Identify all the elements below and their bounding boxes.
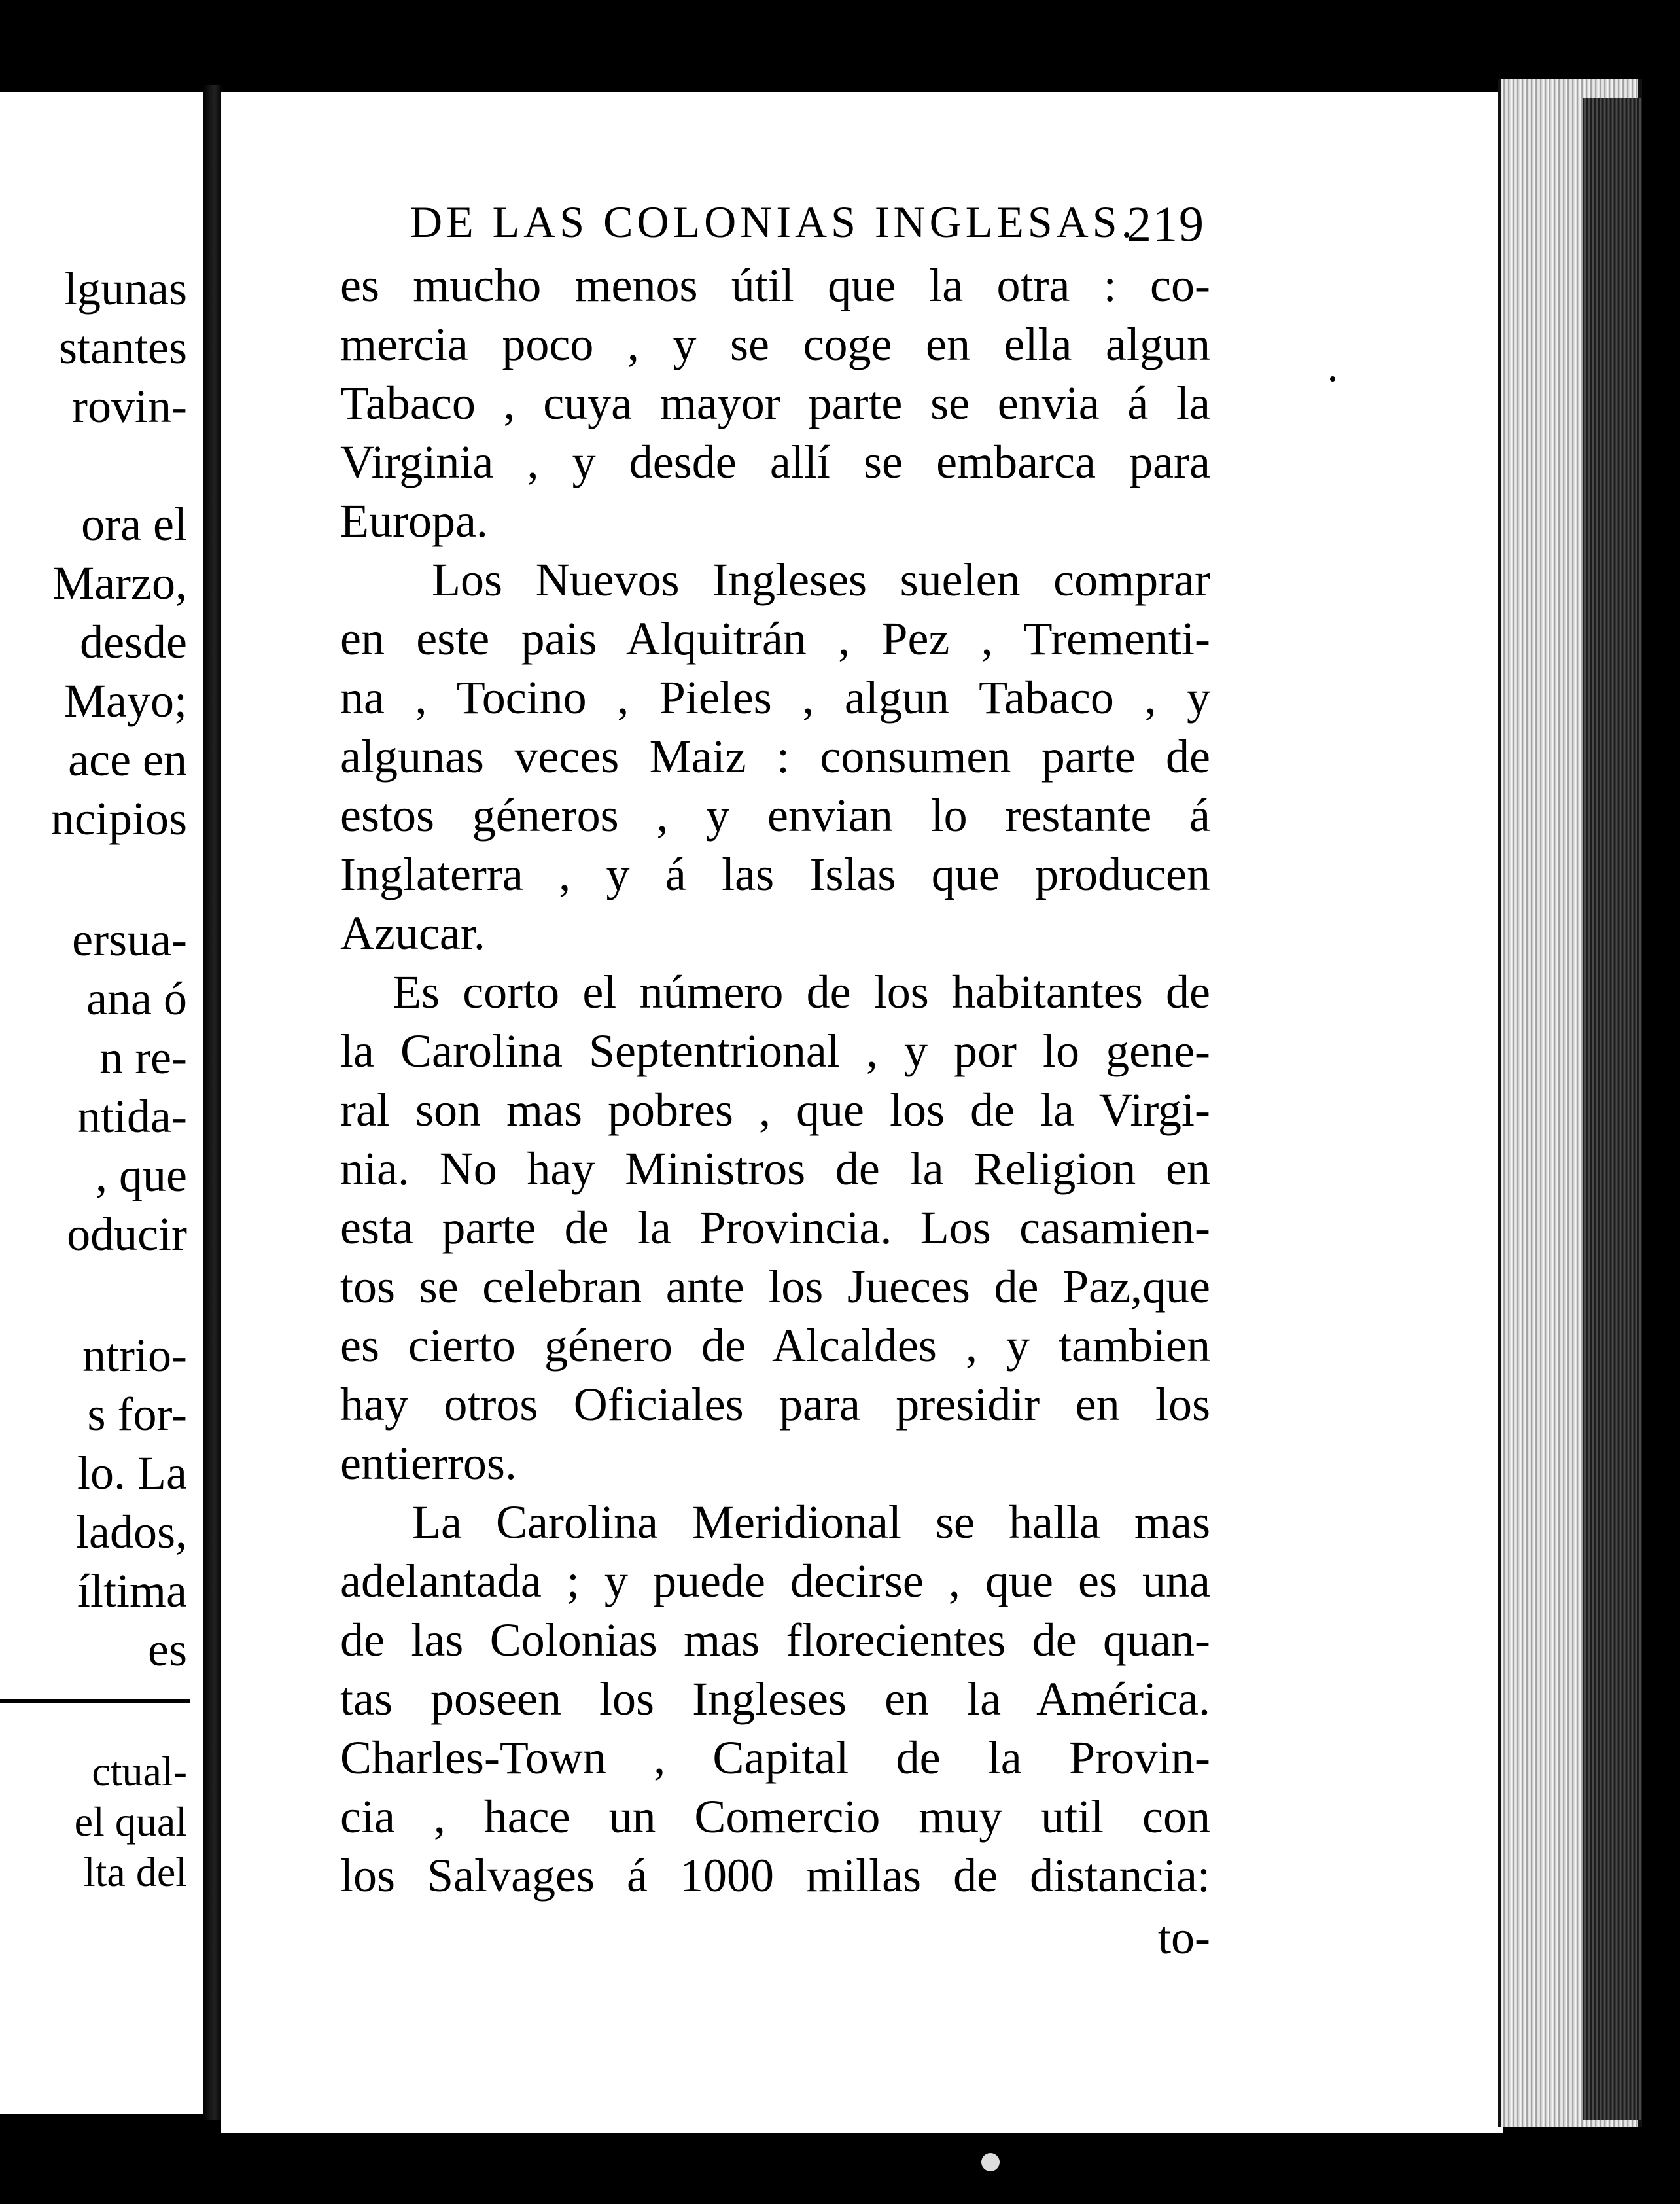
left-page-line: ana ó [86,972,187,1025]
body-line: tas poseen los Ingleses en la América. [340,1673,1210,1725]
body-line: cia , hace un Comercio muy util con [340,1790,1210,1843]
left-page-line: es [148,1624,187,1676]
body-line: hay otros Oficiales para presidir en los [340,1378,1210,1431]
body-line: mercia poco , y se coge en ella algun [340,318,1210,370]
body-line: es mucho menos útil que la otra : co- [340,259,1210,311]
left-page-line: stantes [59,321,187,374]
body-line: Tabaco , cuya mayor parte se envia á la [340,377,1210,429]
left-page-footnote-line: lta del [83,1849,187,1895]
running-head-title: DE LAS COLONIAS INGLESAS. [410,197,1136,247]
body-line: na , Tocino , Pieles , algun Tabaco , y [340,671,1210,724]
left-page-line: lados, [76,1506,187,1558]
body-line: Virginia , y desde allí se embarca para [340,436,1210,488]
body-line: ral son mas pobres , que los de la Virgi- [340,1084,1210,1136]
body-line: tos se celebran ante los Jueces de Paz,que [340,1260,1210,1313]
left-page-line: s for- [87,1388,187,1440]
body-line: de las Colonias mas florecientes de quan- [340,1614,1210,1666]
body-line: entierros. [340,1437,517,1489]
catchword: to- [1158,1911,1210,1964]
previous-page-fragment [0,92,212,2114]
book-gutter [203,85,222,2120]
left-page-line: ace en [68,734,187,786]
left-page-line: desde [80,616,187,668]
page-edges-shadow [1583,98,1642,2120]
body-line: es cierto género de Alcaldes , y tambien [340,1319,1210,1372]
scan-speck [1330,376,1335,382]
left-page-line: ersua- [72,914,187,966]
left-page-line: , que [96,1149,187,1201]
left-page-line: n re- [99,1031,187,1084]
footnote-rule [0,1699,190,1703]
left-page-line: íltima [77,1565,187,1617]
left-page-line: ntrio- [82,1329,187,1381]
running-head [410,196,1205,252]
body-line: algunas veces Maiz : consumen parte de [340,730,1210,783]
left-page-line: ncipios [51,792,187,845]
body-line: esta parte de la Provincia. Los casamien- [340,1201,1210,1254]
left-page-line: ora el [81,498,187,550]
body-line: Charles-Town , Capital de la Provin- [340,1732,1210,1784]
left-page-line: lgunas [64,262,187,315]
body-line: estos géneros , y envian lo restante á [340,789,1210,842]
body-line: en este pais Alquitrán , Pez , Trementi- [340,613,1210,665]
body-line: los Salvages á 1000 millas de distancia: [340,1849,1210,1902]
body-line: Inglaterra , y á las Islas que producen [340,848,1210,900]
left-page-line: oducir [67,1208,187,1260]
paragraph-first-line: Los Nuevos Ingleses suelen comprar [432,554,1210,606]
left-page-footnote-line: ctual- [92,1748,187,1794]
body-line: nia. No hay Ministros de la Religion en [340,1143,1210,1195]
paragraph-first-line: La Carolina Meridional se halla mas [412,1496,1210,1548]
left-page-line: Marzo, [52,557,187,609]
left-page-line: rovin- [72,380,187,433]
scan-speck [981,2153,1000,2171]
body-line: Europa. [340,495,488,547]
left-page-line: Mayo; [64,675,187,727]
body-line: Azucar. [340,907,485,959]
body-line: adelantada ; y puede decirse , que es una [340,1555,1210,1607]
left-page-line: lo. La [77,1447,187,1499]
left-page-footnote-line: el qual [74,1798,187,1845]
scan-speck [1236,7,1253,21]
left-page-line: ntida- [77,1090,187,1143]
body-line: la Carolina Septentrional , y por lo gene- [340,1025,1210,1077]
page-number: 219 [1127,197,1205,252]
paragraph-first-line: Es corto el número de los habitantes de [393,966,1210,1018]
